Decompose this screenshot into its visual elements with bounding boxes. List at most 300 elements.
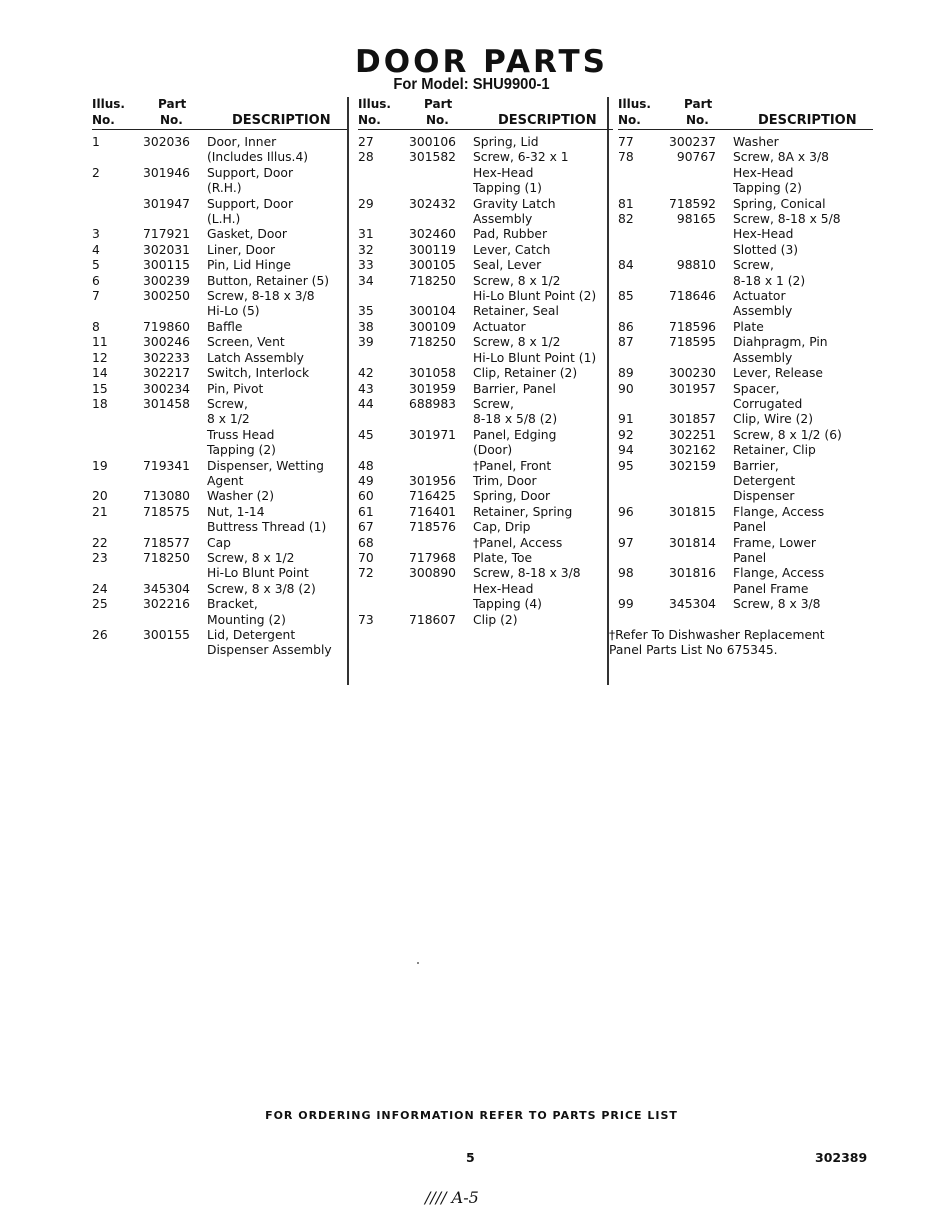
part-number: 716425 [409,489,456,504]
part-number: 302217 [143,366,190,381]
part-number: 301956 [409,473,456,488]
illus-number: 97 [618,535,634,550]
description-line: Agent [207,473,244,488]
illus-header: No. [92,113,115,127]
part-description [733,212,841,258]
part-number: 301582 [409,150,456,165]
description-line: Buttress Thread (1) [207,520,327,535]
part-number: 302233 [143,350,190,365]
table-row [618,197,873,212]
description-line: Tapping (2) [207,443,276,458]
part-description [733,382,802,413]
part-number: 300234 [143,381,190,396]
illus-number: 70 [358,550,374,565]
description-line: Screw, 8A x 3/8 [733,150,829,165]
part-number: 300106 [409,135,456,149]
table-row [358,428,613,459]
table-row [92,397,347,459]
part-number: 345304 [669,597,716,612]
part-header: No. [426,113,449,127]
table-row [92,582,347,597]
table-row [618,320,873,335]
description-line: Screw, 8-18 x 5/8 [733,212,841,227]
table-row [358,335,613,366]
description-line: Spring, Lid [473,135,539,149]
part-number: 719860 [143,319,190,334]
table-row [92,335,347,350]
part-description [733,566,824,597]
illus-number: 38 [358,319,374,334]
table-row [92,258,347,273]
part-description [473,505,572,520]
description-line: Screw, 8-18 x 3/8 [473,566,581,581]
description-header: DESCRIPTION [758,113,857,128]
table-row [618,459,873,505]
table-row [92,382,347,397]
part-header: Part [684,97,713,111]
part-number: 300230 [669,366,716,381]
parts-list [618,130,873,613]
part-description [473,320,526,335]
part-description [473,382,556,397]
illus-number: 5 [92,258,100,273]
description-line: Clip (2) [473,612,518,627]
illus-number: 99 [618,597,634,612]
description-line: Screw, [473,396,514,411]
table-row [92,197,347,228]
part-number: 300890 [409,566,456,581]
part-description [473,366,577,381]
part-description [473,274,596,305]
description-line: Screw, 8 x 1/2 [207,550,295,565]
part-description [473,551,532,566]
illus-header: No. [358,113,381,127]
illus-header: No. [618,113,641,127]
description-line: Actuator [473,319,526,334]
part-description [207,258,291,273]
illus-header: Illus. [92,97,125,111]
handwritten-note: //// A-5 [425,1188,479,1207]
footnote-line: Panel Parts List No 675345. [609,643,778,658]
part-number: 302432 [409,196,456,211]
table-row [92,243,347,258]
illus-header: Illus. [358,97,391,111]
description-line: Tapping (1) [473,181,542,196]
illus-number: 78 [618,150,634,165]
footnote [609,628,825,659]
description-line: Washer (2) [207,489,275,504]
description-line: (Includes Illus.4) [207,150,309,165]
scan-speck [417,962,419,964]
illus-number [92,197,135,228]
part-header: No. [686,113,709,127]
description-line: Plate [733,319,764,334]
illus-number: 22 [92,535,108,550]
illus-number: 73 [358,612,374,627]
description-line: Mounting (2) [207,612,286,627]
part-description [207,459,324,490]
ordering-info-footer: FOR ORDERING INFORMATION REFER TO PARTS PRICE LIST [265,1109,678,1122]
part-number: 718575 [143,504,190,519]
footnote-line: †Refer To Dishwasher Replacement [609,628,825,642]
illus-number: 77 [618,135,634,149]
illus-number: 4 [92,242,100,257]
illus-number: 94 [618,443,634,458]
illus-number: 7 [92,289,100,304]
part-number: 718576 [409,520,456,535]
description-line: Bracket, [207,597,258,612]
parts-list [92,130,347,659]
part-description [473,428,556,459]
illus-number: 21 [92,504,108,519]
illus-number: 85 [618,289,634,304]
description-line: †Panel, Access [473,535,563,550]
part-number: 718250 [409,273,456,288]
description-line: Lid, Detergent [207,628,296,642]
part-number: 717968 [409,550,456,565]
description-line: Screen, Vent [207,335,285,350]
table-row [358,382,613,397]
part-header: Part [424,97,453,111]
part-number: 300237 [669,135,716,149]
part-description [733,258,805,289]
part-description [207,166,293,197]
part-header: No. [160,113,183,127]
part-description [207,227,287,242]
description-line: Screw, 8 x 3/8 (2) [207,581,316,596]
table-row [358,197,613,228]
illus-number: 35 [358,304,374,319]
part-description [473,258,541,273]
part-number: 302216 [143,597,190,612]
part-description [473,304,559,319]
part-description [473,459,551,474]
table-row [92,320,347,335]
description-line: Screw, 8 x 3/8 [733,597,821,612]
description-line: Lever, Release [733,366,823,381]
illus-number: 84 [618,258,634,273]
table-row [92,166,347,197]
illus-number: 89 [618,366,634,381]
description-line: Spacer, [733,381,780,396]
description-line: Washer [733,135,779,149]
part-description [207,505,326,536]
description-line: Panel, Edging [473,427,557,442]
description-line: Screw, [733,258,774,273]
part-description [207,382,263,397]
part-number: 301946 [143,165,190,180]
part-number: 301971 [409,427,456,442]
part-number: 301458 [143,396,190,411]
description-line: Retainer, Seal [473,304,559,319]
part-description [207,536,231,551]
table-row [92,459,347,490]
table-row [92,274,347,289]
description-line: Dispenser, Wetting [207,458,324,473]
column-header [92,97,347,130]
description-line: Screw, 8 x 1/2 [473,273,561,288]
part-number: 300115 [143,258,190,273]
part-number: 300119 [409,242,456,257]
description-line: Nut, 1-14 [207,504,265,519]
description-line: Switch, Interlock [207,366,310,381]
illus-number: 1 [92,135,100,149]
parts-column [358,97,613,628]
description-line: Panel [733,550,767,565]
part-description [733,320,764,335]
description-line: Spring, Conical [733,196,826,211]
part-number: 718596 [669,319,716,334]
part-number: 716401 [409,504,456,519]
part-description [207,628,332,659]
description-line: Latch Assembly [207,350,304,365]
description-line: Clip, Retainer (2) [473,366,578,381]
part-description [473,489,550,504]
table-row [618,335,873,366]
description-line: Flange, Access [733,566,825,581]
part-description [733,428,842,443]
description-line: Retainer, Spring [473,504,573,519]
part-description [733,412,813,427]
description-line: Barrier, [733,458,779,473]
part-number: 301058 [409,366,456,381]
part-number: 301957 [669,381,716,396]
description-line: Hex-Head [733,227,794,242]
part-number: 300104 [409,304,456,319]
part-number: 90767 [676,150,716,165]
table-row [358,551,613,566]
description-line: 8-18 x 1 (2) [733,273,806,288]
illus-number: 29 [358,196,374,211]
illus-number: 18 [92,396,108,411]
description-line: Lever, Catch [473,242,551,257]
illus-number: 92 [618,427,634,442]
table-row [358,505,613,520]
part-number: 301815 [669,504,716,519]
table-row [358,520,613,535]
table-row [358,459,613,474]
column-header [358,97,613,130]
illus-number: 20 [92,489,108,504]
table-row [92,628,347,659]
description-line: Cap, Drip [473,520,531,535]
illus-number: 44 [358,396,374,411]
table-row [92,135,347,166]
description-line: Barrier, Panel [473,381,556,396]
table-row [92,366,347,381]
illus-number: 27 [358,135,374,149]
part-number: 98165 [676,212,716,227]
description-line: (R.H.) [207,181,242,196]
part-description [733,289,792,320]
part-description [473,520,531,535]
part-description [733,335,828,366]
part-number: 718646 [669,289,716,304]
part-description [207,274,329,289]
illus-number: 6 [92,273,100,288]
description-line: Hi-Lo (5) [207,304,260,319]
table-row [92,551,347,582]
part-description [207,551,309,582]
part-number [401,459,456,474]
table-row [358,566,613,612]
description-line: Screw, [207,396,248,411]
illus-number: 48 [358,458,374,473]
description-line: Support, Door [207,165,294,180]
part-description [733,150,829,196]
part-description [473,536,562,551]
table-row [358,304,613,319]
part-description [733,135,779,150]
part-number [401,536,456,551]
description-line: Diahpragm, Pin [733,335,828,350]
table-row [618,505,873,536]
part-description [207,197,293,228]
description-line: 8 x 1/2 [207,412,250,427]
page-title: DOOR PARTS [355,44,608,80]
part-description [733,536,816,567]
description-line: Screw, 8 x 1/2 (6) [733,427,842,442]
part-description [207,335,285,350]
part-description [207,582,316,597]
table-row [92,289,347,320]
illus-number: 67 [358,520,374,535]
part-number: 718250 [143,550,190,565]
table-row [358,536,613,551]
description-line: Dispenser Assembly [207,643,332,658]
part-number: 345304 [143,581,190,596]
description-line: Hex-Head [733,165,794,180]
part-description [473,243,550,258]
table-row [358,258,613,273]
part-description [207,289,315,320]
table-row [618,412,873,427]
illus-number: 95 [618,458,634,473]
table-row [358,397,613,428]
table-row [92,505,347,536]
part-number: 300246 [143,335,190,350]
description-line: Flange, Access [733,504,825,519]
table-row [618,366,873,381]
part-description [733,197,826,212]
description-line: Seal, Lever [473,258,542,273]
part-number: 302159 [669,458,716,473]
part-description [473,474,537,489]
part-description [733,505,824,536]
description-line: Gravity Latch [473,196,556,211]
description-line: Panel [733,520,767,535]
description-line: Panel Frame [733,581,809,596]
part-number: 301947 [143,196,190,211]
illus-number: 90 [618,381,634,396]
description-line: Screw, 8-18 x 3/8 [207,289,315,304]
description-line: Dispenser [733,489,795,504]
part-description [207,320,242,335]
part-description [733,597,821,612]
description-line: Cap [207,535,231,550]
part-number: 300250 [143,289,190,304]
part-number: 719341 [143,458,190,473]
illus-number: 23 [92,550,108,565]
illus-number: 61 [358,504,374,519]
part-description [473,197,556,228]
description-line: Button, Retainer (5) [207,273,330,288]
part-number: 688983 [409,396,456,411]
part-number: 718577 [143,535,190,550]
part-number: 98810 [676,258,716,273]
description-line: †Panel, Front [473,458,552,473]
illus-number: 8 [92,319,100,334]
table-row [618,382,873,413]
part-description [207,243,275,258]
illus-number: 25 [92,597,108,612]
description-line: Tapping (4) [473,597,542,612]
illus-number: 19 [92,458,108,473]
part-number: 300155 [143,628,190,642]
part-number: 301959 [409,381,456,396]
illus-number: 96 [618,504,634,519]
table-row [358,150,613,196]
table-row [358,320,613,335]
description-line: Trim, Door [473,473,537,488]
part-description [207,351,304,366]
illus-number: 24 [92,581,108,596]
part-number: 302460 [409,227,456,242]
illus-number: 11 [92,335,108,350]
column-divider [347,97,349,685]
illus-number: 28 [358,150,374,165]
illus-number: 60 [358,489,374,504]
document-number: 302389 [815,1150,868,1165]
illus-number: 43 [358,381,374,396]
illus-number: 14 [92,366,108,381]
illus-number: 34 [358,273,374,288]
description-line: Detergent [733,473,796,488]
part-header: Part [158,97,187,111]
description-line: Hex-Head [473,165,534,180]
table-row [358,613,613,628]
parts-column [92,97,347,659]
table-row [618,289,873,320]
description-line: Assembly [733,350,793,365]
table-row [358,366,613,381]
part-description [207,597,286,628]
table-row [358,243,613,258]
description-line: Pin, Lid Hinge [207,258,291,273]
description-line: Screw, 6-32 x 1 [473,150,569,165]
illus-number: 12 [92,350,108,365]
part-description [733,443,816,458]
part-description [473,397,557,428]
illus-number: 26 [92,628,108,642]
description-line: Hi-Lo Blunt Point (2) [473,289,597,304]
table-row [92,597,347,628]
table-row [618,428,873,443]
illus-number: 42 [358,366,374,381]
parts-list [358,130,613,628]
part-description [473,227,547,242]
illus-number: 31 [358,227,374,242]
table-row [618,135,873,150]
description-line: 8-18 x 5/8 (2) [473,412,558,427]
table-row [92,489,347,504]
illus-number: 91 [618,412,634,427]
part-description [733,459,795,505]
table-row [618,212,873,258]
part-description [207,366,309,381]
description-line: Corrugated [733,396,803,411]
part-number: 301816 [669,566,716,581]
